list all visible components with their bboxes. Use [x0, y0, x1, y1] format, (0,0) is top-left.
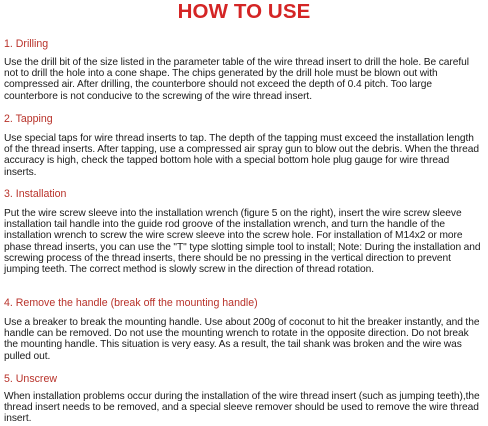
section-body-installation: Put the wire screw sleeve into the installation wrench (figure 5 on the right), insert the wire screw sleeve installation tail handle into the guide rod groove of the installation wrench, and turn the handle of the installation wrench to screw the wire screw sleeve into the screw hole. For installation of M14x2 or more phase thread inserts, you can use the "T" type slotting simple tool to install; Note: During the installation and screwing process of the thread inserts, there should be no pressing in the vertical direction to prevent jumping teeth. The correct method is slowly screw in the direction of thread rotation.: [4, 208, 481, 276]
section-heading-unscrew: 5. Unscrew: [4, 373, 57, 385]
section-body-unscrew: When installation problems occur during the installation of the wire thread insert (such as jumping teeth),the thread insert needs to be removed, and a special sleeve remover should be used to remove the wire thread insert.: [4, 391, 480, 425]
page-title: HOW TO USE: [177, 0, 311, 23]
section-heading-drilling: 1. Drilling: [4, 38, 49, 50]
section-body-drilling: Use the drill bit of the size listed in the parameter table of the wire thread insert to drill the hole. Be careful not to drill the hole into a cone shape. The chips generated by the drill hole must be blown out with compressed air. After drilling, the counterbore should not exceed the depth of 0.4 pitch. Too large counterbore is not conducive to the screwing of the wire thread insert.: [4, 57, 469, 102]
section-heading-installation: 3. Installation: [4, 188, 67, 200]
section-body-remove-handle: Use a breaker to break the mounting handle. Use about 200g of coconut to hit the breaker instantly, and the handle can be removed. Do not use the mounting wrench to rotate in the opposite direction. Do not break the mounting handle. This situation is very easy. As a result, the tail shank was broken and the wire was pulled out.: [4, 317, 480, 362]
section-heading-tapping: 2. Tapping: [4, 113, 53, 125]
section-body-tapping: Use special taps for wire thread inserts to tap. The depth of the tapping must exceed the installation length of the thread inserts. After tapping, use a compressed air spray gun to blow out the debris. When the thread accuracy is high, check the tapped bottom hole with a special bottom hole plug gauge for wire thread inserts.: [4, 133, 479, 178]
section-heading-remove-handle: 4. Remove the handle (break off the mounting handle): [4, 297, 258, 309]
